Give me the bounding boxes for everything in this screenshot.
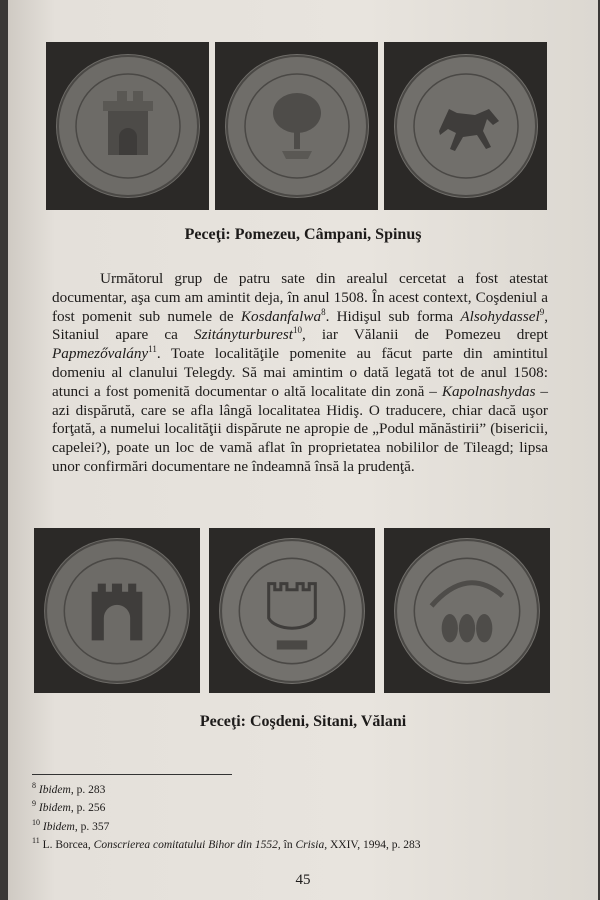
italic-name: Szitányturburest [193,326,293,344]
gate-icon [41,535,193,687]
footnote-text: , p. 256 [70,802,106,815]
body-paragraph [52,270,548,477]
page-number: 45 [295,872,311,888]
footnote-text: , p. 283 [70,783,106,796]
footnote-number: 11 [32,836,40,846]
footnote-italic: Ibidem [38,783,71,796]
footnotes [32,779,420,853]
footnote-number: 10 [32,817,40,827]
footnote-ref: 8 [321,306,326,317]
footnote-text: în [280,839,296,852]
footnote-9 [32,797,420,815]
footnote-text: , p. 357 [74,820,110,833]
seal-row-bottom [34,528,550,693]
footnote-ref: 10 [292,325,302,336]
footnote-ref: 9 [539,306,545,317]
footnote-10 [32,816,420,834]
horse-icon [391,51,541,201]
footnote-number: 8 [32,781,36,790]
footnote-ref: 11 [148,344,157,355]
footnote-8 [32,779,420,797]
footnote-text: L. Borcea, [42,839,94,852]
seal-valani [384,528,550,693]
footnote-italic: Crisia, [295,839,328,852]
seal-pomezeu [46,42,209,210]
text-run: , iar Vălanii de Pomezeu drept [301,326,549,344]
footnote-11 [32,834,420,852]
italic-name: Kosdanfalwa [240,307,322,325]
tree-icon [222,51,372,201]
figures-icon [391,535,543,687]
seal-cosdeni [34,528,200,693]
text-run: . Toate localităţile pomenite au făcut parte din amintitul domeniu al clanului Telegdy. Să mai amintim o dată legată tot de anul 1508: atunci a fost pomenită documentar o altă localitate din zonă – [52,345,548,400]
tower-icon [53,51,203,201]
footnote-divider [32,774,232,775]
footnote-text: XXIV, 1994, p. 283 [327,839,421,852]
text-run: , Sitaniul apare ca [52,307,548,344]
footnote-italic: Conscrierea comitatului Bihor din 1552, [93,839,281,852]
caption-bottom: Peceţi: Coşdeni, Sitani, Vălani [199,713,407,730]
seal-spinus [384,42,547,210]
seal-campani [215,42,378,210]
italic-name: Papmezővalány [52,345,149,363]
book-page [8,0,598,900]
caption-top: Peceţi: Pomezeu, Câmpani, Spinuş [184,226,422,243]
footnote-italic: Ibidem [38,802,71,815]
castle-icon [216,535,368,687]
italic-name: Alsohydassel [460,307,540,325]
text-run: – azi dispărută, care se afla lângă localitatea Hidiş. O traducere, chiar dacă uşor forţată, a numelui localităţii dispărute ne apropie de „Podul mănăstirii” (bisericii, capelei?), poate un loc de vamă aflat în proprietatea nobililor de Tileagd; lipsa unor confirmări documentare ne îndeamnă însă la prudenţă. [52,382,548,475]
text-run: . Hidişul sub forma [325,307,461,325]
footnote-italic: Ibidem [42,820,75,833]
text-run: Următorul grup de patru sate din arealul cercetat a fost atestat documentar, aşa cum am amintit deja, în anul 1508. În acest context, Coşdeniul a fost pomenit sub numele de [52,270,548,325]
seal-row-top [46,42,547,210]
seal-sitani [209,528,375,693]
italic-name: Kapolnashydas [441,382,536,400]
footnote-number: 9 [32,799,36,809]
